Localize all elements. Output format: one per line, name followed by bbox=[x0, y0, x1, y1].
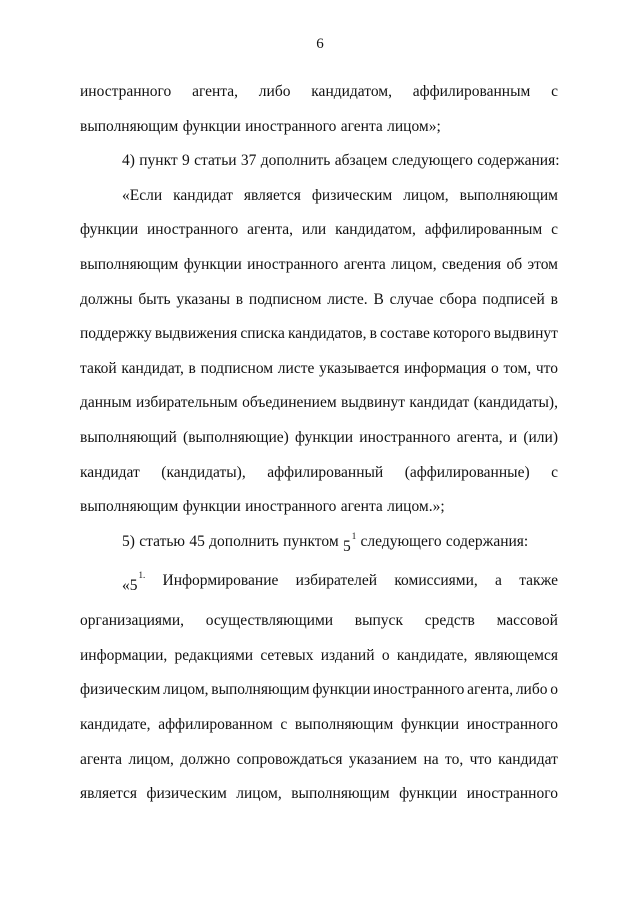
word: агента, bbox=[247, 221, 294, 239]
text-line bbox=[80, 75, 558, 110]
word: статьи bbox=[194, 152, 237, 170]
word: средств bbox=[424, 612, 475, 630]
word: либо bbox=[515, 681, 548, 699]
word: или bbox=[301, 221, 327, 239]
word: агента bbox=[80, 750, 123, 768]
word: о bbox=[381, 646, 390, 664]
word: выполняющим bbox=[459, 186, 558, 204]
word: физическим bbox=[146, 785, 227, 803]
word: об bbox=[506, 255, 523, 273]
word: функции bbox=[182, 117, 241, 135]
word: дополнить bbox=[260, 152, 331, 170]
text-line bbox=[80, 179, 558, 214]
word: кандидат bbox=[409, 394, 470, 412]
word: что bbox=[469, 750, 492, 768]
word: информации, bbox=[80, 646, 168, 664]
word: избирательным bbox=[135, 394, 238, 412]
word: указанием bbox=[348, 750, 418, 768]
word: сведения bbox=[441, 255, 502, 273]
word: а bbox=[495, 572, 502, 590]
word: выдвинут bbox=[341, 394, 406, 412]
text-line bbox=[80, 708, 558, 743]
word: составе bbox=[379, 325, 430, 343]
word: Информирование bbox=[162, 572, 279, 590]
text-line bbox=[80, 525, 558, 565]
text-line bbox=[80, 317, 558, 352]
word: иностранного bbox=[247, 255, 339, 273]
word: выполняющим bbox=[294, 716, 394, 733]
word: поддержку bbox=[80, 325, 152, 343]
word: функции bbox=[400, 716, 460, 733]
text-line bbox=[80, 604, 558, 639]
word: кандидат bbox=[173, 186, 233, 204]
word: подписном bbox=[248, 290, 322, 308]
word: (кандидаты), bbox=[473, 394, 558, 412]
word: пункт bbox=[139, 152, 178, 170]
word: В bbox=[373, 290, 384, 308]
word: выдвижения bbox=[154, 325, 238, 343]
word: данным bbox=[80, 394, 132, 412]
word: являющемся bbox=[474, 646, 558, 664]
word: изданий bbox=[320, 646, 375, 664]
word: иностранного bbox=[466, 716, 558, 733]
word: 4) bbox=[122, 152, 135, 170]
word: функции bbox=[312, 681, 371, 699]
text-line bbox=[80, 743, 558, 778]
word: то, bbox=[445, 750, 464, 768]
word: кандидате, bbox=[396, 646, 468, 664]
word: избирателей bbox=[295, 572, 378, 590]
text-line bbox=[80, 673, 558, 708]
word: выполняющим bbox=[291, 785, 390, 803]
word: указывается bbox=[319, 359, 400, 377]
word: должно bbox=[180, 750, 231, 768]
word: лицом, bbox=[128, 750, 174, 768]
word: на bbox=[423, 750, 439, 768]
word: кандидат bbox=[498, 750, 558, 768]
word: лицом, bbox=[391, 255, 437, 273]
word: что bbox=[535, 359, 558, 377]
word: (или) bbox=[523, 428, 558, 446]
word: с bbox=[551, 221, 558, 239]
word: списка bbox=[240, 325, 285, 343]
text-line bbox=[80, 490, 558, 525]
word: аффилированном bbox=[158, 716, 273, 733]
word: выполняющий bbox=[80, 428, 177, 446]
word: кандидат bbox=[80, 463, 140, 481]
word: 45 bbox=[189, 532, 205, 550]
word: подписей bbox=[482, 290, 545, 308]
word: с bbox=[551, 83, 558, 100]
word: выдвинут bbox=[493, 325, 558, 343]
word: подписном bbox=[200, 359, 274, 377]
word: листе. bbox=[327, 290, 368, 308]
word: такой bbox=[80, 359, 117, 377]
word: $5^1$ bbox=[342, 530, 357, 555]
word: либо bbox=[258, 83, 291, 100]
word: следующего bbox=[391, 152, 473, 170]
word: организациями, bbox=[80, 612, 185, 630]
word: осуществляющими bbox=[205, 612, 334, 630]
superscript: 1. bbox=[138, 570, 146, 581]
word: (выполняющие) bbox=[183, 428, 289, 446]
word: функции bbox=[80, 221, 139, 239]
word: должны bbox=[80, 290, 133, 308]
word: функции bbox=[399, 785, 458, 803]
text-line bbox=[80, 386, 558, 421]
text-line bbox=[80, 352, 558, 387]
word: (кандидаты), bbox=[161, 463, 246, 481]
word: 5) bbox=[122, 532, 135, 550]
word: в bbox=[188, 359, 196, 377]
word: сетевых bbox=[260, 646, 314, 664]
superscript: 1 bbox=[351, 530, 357, 541]
word: физическим bbox=[311, 186, 393, 204]
word: иностранного bbox=[245, 117, 337, 135]
word: функции bbox=[294, 428, 354, 446]
text-line bbox=[80, 777, 558, 812]
word: информация bbox=[404, 359, 487, 377]
word: содержания: bbox=[445, 532, 529, 550]
word: сбора bbox=[439, 290, 477, 308]
word: статью bbox=[139, 532, 185, 550]
word: следующего bbox=[360, 532, 442, 550]
word: агента, bbox=[192, 83, 238, 100]
word: которого bbox=[432, 325, 491, 343]
word: кандидате, bbox=[80, 716, 151, 733]
word: в bbox=[369, 325, 377, 343]
word: является bbox=[80, 785, 137, 803]
word: аффилированный bbox=[267, 463, 384, 481]
word: иностранного bbox=[146, 221, 239, 239]
word: содержания: bbox=[477, 152, 560, 170]
word: является bbox=[243, 186, 301, 204]
word: 37 bbox=[240, 152, 257, 170]
word: абзацем bbox=[334, 152, 388, 170]
word: агента bbox=[340, 117, 383, 135]
word: с bbox=[551, 463, 558, 481]
word: пунктом bbox=[283, 532, 339, 550]
text-line bbox=[80, 564, 558, 604]
text-line bbox=[80, 639, 558, 674]
word: массовой bbox=[496, 612, 558, 630]
word: случае bbox=[389, 290, 434, 308]
word: иностранного bbox=[466, 785, 558, 803]
text-line bbox=[80, 110, 558, 145]
page-number: 6 bbox=[316, 36, 324, 52]
word: комиссиями, bbox=[394, 572, 478, 590]
word: иностранного bbox=[245, 498, 337, 516]
word: агента, bbox=[456, 428, 503, 446]
word: том, bbox=[503, 359, 532, 377]
word: «$5^{1.}$ bbox=[122, 570, 146, 595]
word: выпуск bbox=[354, 612, 403, 630]
word: кандидатом, bbox=[335, 221, 416, 239]
word: лицом.»; bbox=[387, 498, 445, 516]
word: аффилированным bbox=[424, 221, 543, 239]
word: физическим bbox=[80, 681, 161, 699]
word: кандидатов, bbox=[287, 325, 367, 343]
word: «Если bbox=[122, 186, 163, 204]
word: в bbox=[550, 290, 558, 308]
word: этом bbox=[527, 255, 558, 273]
word: дополнить bbox=[209, 532, 279, 550]
word: (аффилированные) bbox=[404, 463, 530, 481]
word: лицом, bbox=[403, 186, 449, 204]
word: 9 bbox=[182, 152, 190, 170]
text-line bbox=[80, 213, 558, 248]
document-body bbox=[80, 75, 558, 812]
word: функции bbox=[182, 498, 241, 516]
word: быть bbox=[138, 290, 171, 308]
word: кандидатом, bbox=[311, 83, 392, 100]
text-line bbox=[80, 456, 558, 491]
word: выполняющим bbox=[80, 255, 179, 273]
word: объединением bbox=[242, 394, 337, 412]
word: и bbox=[508, 428, 518, 446]
word: лицом»; bbox=[387, 117, 441, 135]
word: иностранного bbox=[359, 428, 451, 446]
word: выполняющим bbox=[80, 117, 179, 135]
word: лицом, bbox=[236, 785, 282, 803]
word: с bbox=[280, 716, 288, 733]
word: агента bbox=[343, 255, 386, 273]
word: выполняющим bbox=[80, 498, 179, 516]
word: лицом, bbox=[163, 681, 209, 699]
word: указаны bbox=[176, 290, 230, 308]
text-line bbox=[80, 283, 558, 318]
word: функции bbox=[183, 255, 242, 273]
word: агента, bbox=[467, 681, 514, 699]
word: выполняющим bbox=[211, 681, 310, 699]
word: агента bbox=[340, 498, 383, 516]
word: иностранного bbox=[80, 83, 172, 100]
word: о bbox=[550, 681, 558, 699]
word: также bbox=[519, 572, 558, 590]
word: редакциями bbox=[174, 646, 254, 664]
word: иностранного bbox=[373, 681, 465, 699]
text-line bbox=[80, 421, 558, 456]
word: кандидат, bbox=[121, 359, 184, 377]
word: в bbox=[235, 290, 244, 308]
word: о bbox=[491, 359, 499, 377]
word: сопровождаться bbox=[236, 750, 343, 768]
text-line bbox=[80, 144, 558, 179]
word: листе bbox=[277, 359, 315, 377]
text-line bbox=[80, 248, 558, 283]
word: аффилированным bbox=[412, 83, 531, 100]
